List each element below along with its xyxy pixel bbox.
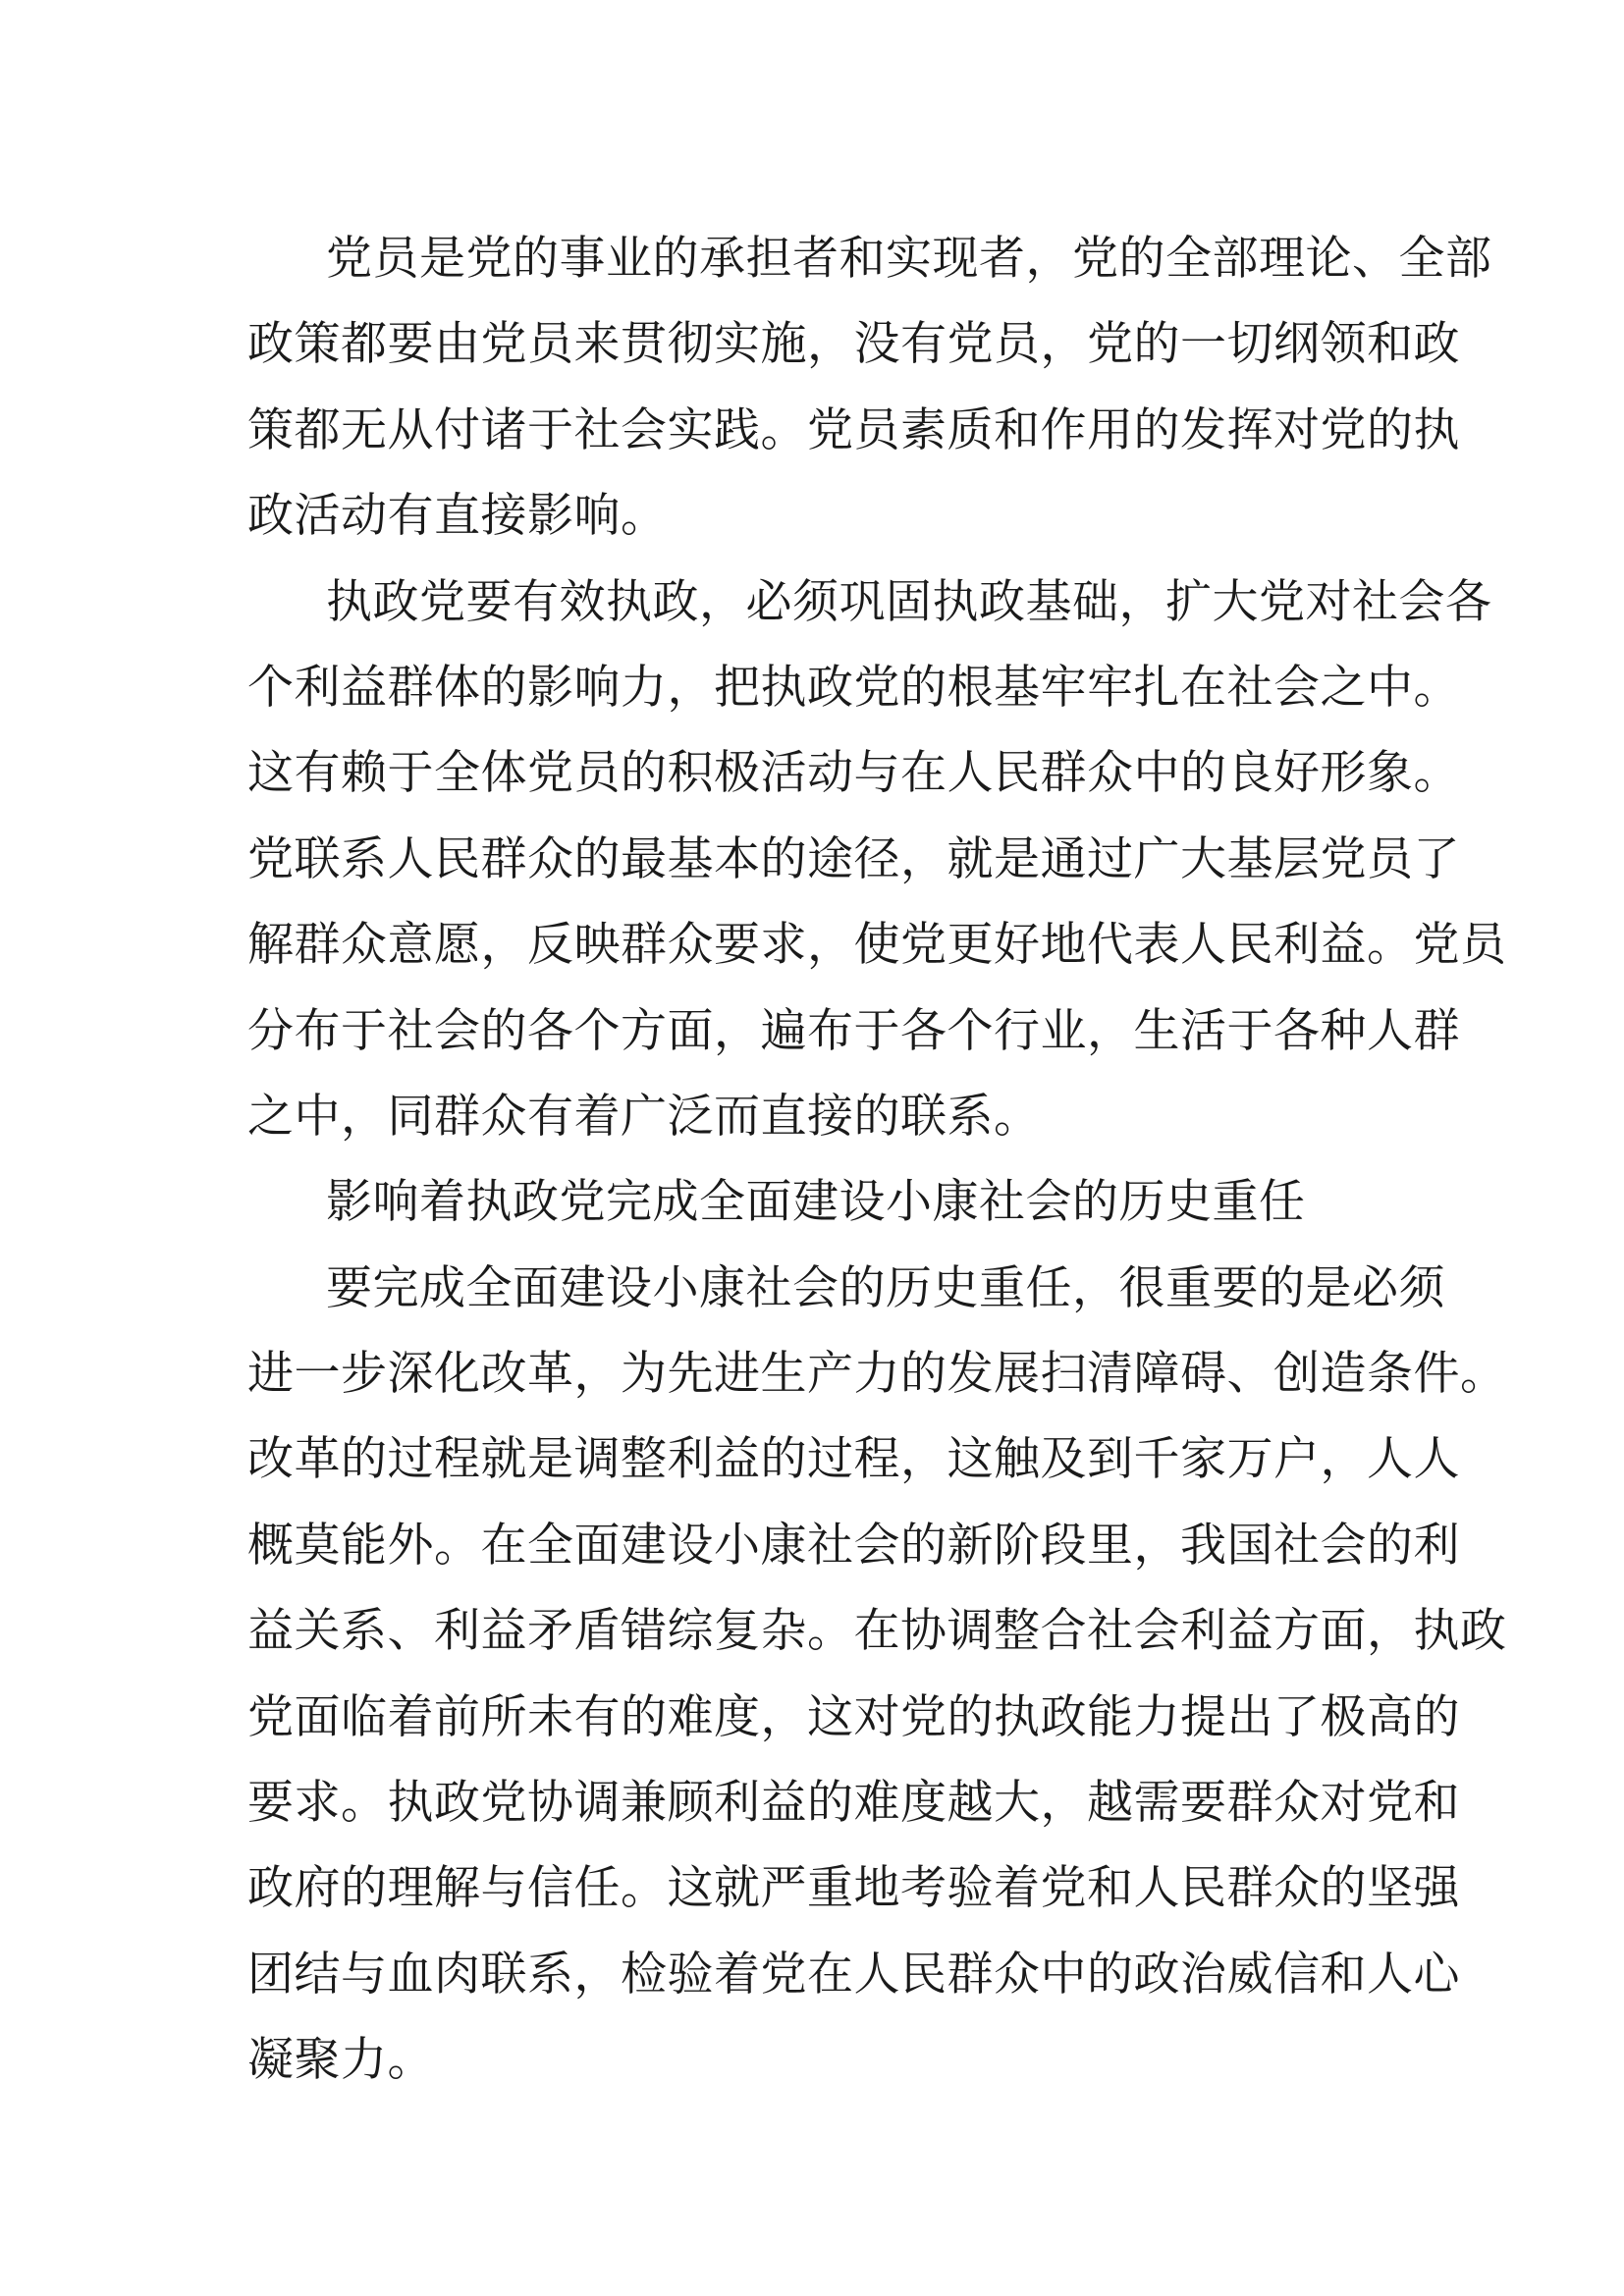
text-line: 团结与血肉联系，检验着党在人民群众中的政治威信和人心: [247, 1947, 1460, 2002]
paragraph-deepen-reform: [247, 1246, 1507, 2104]
document-body: [247, 216, 1507, 2104]
text-line: 概莫能外。在全面建设小康社会的新阶段里，我国社会的利: [247, 1518, 1460, 1573]
text-line: 个利益群体的影响力，把执政党的根基牢牢扎在社会之中。: [247, 660, 1460, 715]
text-line: 进一步深化改革，为先进生产力的发展扫清障碍、创造条件。: [247, 1347, 1507, 1402]
text-line: 政活动有直接影响。: [247, 489, 668, 544]
text-line: 政策都要由党员来贯彻实施，没有党员，党的一切纲领和政: [247, 317, 1460, 372]
text-line: 执政党要有效执政，必须巩固执政基础，扩大党对社会各: [326, 574, 1492, 629]
text-line: 党联系人民群众的最基本的途径，就是通过广大基层党员了: [247, 831, 1460, 886]
text-line: 这有赖于全体党员的积极活动与在人民群众中的良好形象。: [247, 746, 1460, 801]
paragraph-effective-governance: [247, 560, 1507, 1160]
paragraph-party-members-role: [247, 216, 1492, 560]
text-line: 党员是党的事业的承担者和实现者，党的全部理论、全部: [326, 232, 1492, 286]
text-line: 要求。执政党协调兼顾利益的难度越大，越需要群众对党和: [247, 1776, 1460, 1831]
text-line: 党面临着前所未有的难度，这对党的执政能力提出了极高的: [247, 1689, 1460, 1744]
text-line: 之中，同群众有着广泛而直接的联系。: [247, 1089, 1041, 1144]
text-line: 解群众意愿，反映群众要求，使党更好地代表人民利益。党员: [247, 918, 1507, 973]
text-line: 要完成全面建设小康社会的历史重任，很重要的是必须: [326, 1260, 1445, 1315]
section-heading: 影响着执政党完成全面建设小康社会的历史重任: [326, 1175, 1306, 1230]
text-line: 分布于社会的各个方面，遍布于各个行业，生活于各种人群: [247, 1003, 1460, 1058]
text-line: 益关系、利益矛盾错综复杂。在协调整合社会利益方面，执政: [247, 1604, 1507, 1659]
paragraph-subheading: [247, 1159, 1386, 1245]
text-line: 策都无从付诸于社会实践。党员素质和作用的发挥对党的执: [247, 402, 1460, 457]
text-line: 改革的过程就是调整利益的过程，这触及到千家万户，人人: [247, 1432, 1460, 1487]
text-line: 凝聚力。: [247, 2033, 434, 2088]
text-line: 政府的理解与信任。这就严重地考验着党和人民群众的坚强: [247, 1861, 1460, 1916]
